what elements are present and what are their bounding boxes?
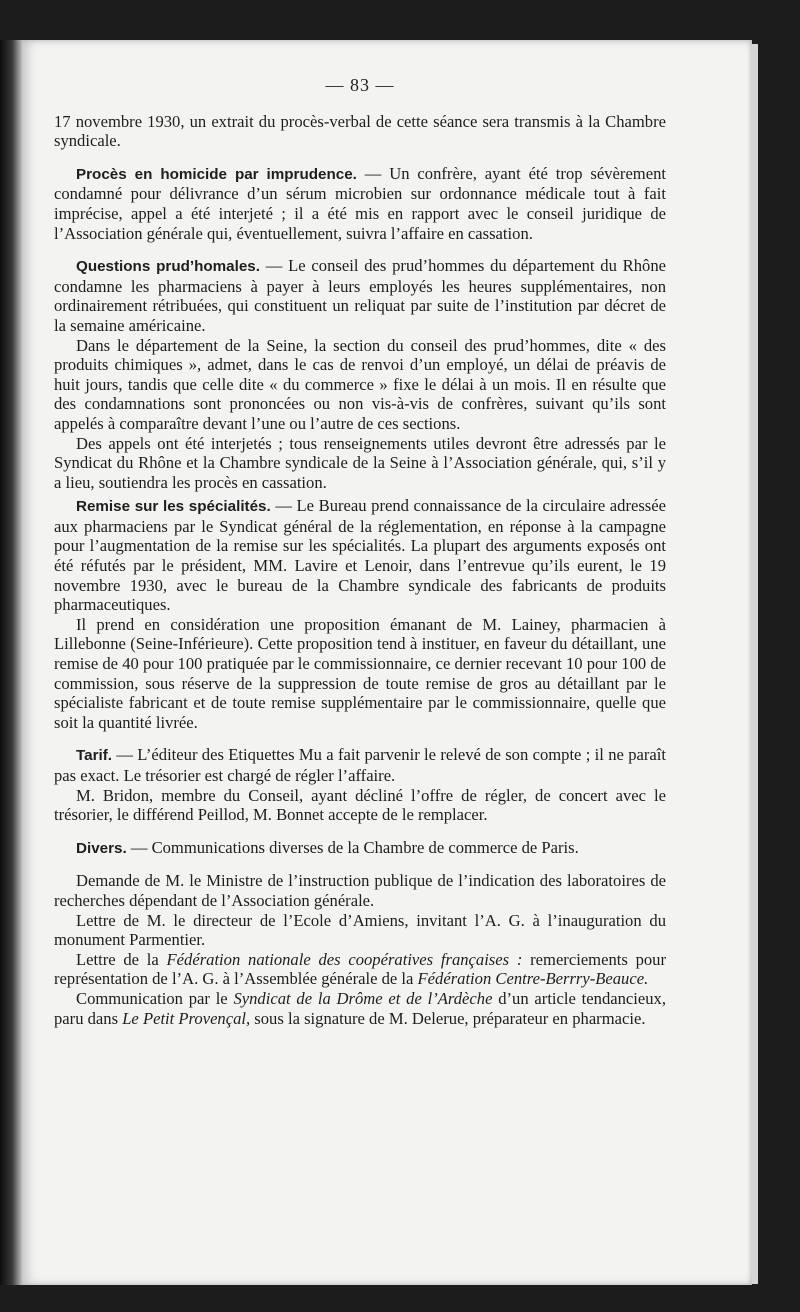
paragraph: Des appels ont été interjetés ; tous renseignements utiles devront être adressés par le Syndicat du Rhône et la Chambre syndicale de la Seine à l’Association générale, qui, s’il y a lieu, soutiendra les procès en cassation. [54,433,666,492]
page-text [54,76,666,1028]
section-remise [54,496,666,615]
intro-paragraph: 17 novembre 1930, un extrait du procès-verbal de cette séance sera transmis à la Chambre syndicale. [54,111,666,151]
section-text-remise: Le Bureau prend connaissance de la circulaire adressée aux pharmaciens par le Syndicat général de la réglementation, en réponse à la campagne pour l’augmentation de la remise sur les spécialités. La plupart des arguments exposés ont été réfutés par le président, MM. Lavire et Lenoir, dans l’entrevue qu’ils eurent, le 19 novembre 1930, avec le bureau de la Chambre syndicale des fabricants de produits pharmaceutiques. [54,496,666,615]
text-run: Communication par le [76,988,234,1008]
italic-run: Le Petit Provençal, [122,1008,251,1028]
section-questions [54,256,666,335]
section-title-questions: Questions prud’homales. [76,258,260,276]
section-dash: — [126,837,152,857]
section-title-tarif: Tarif. [76,747,113,765]
italic-run: Fédération nationale des coopératives françaises : [166,949,523,969]
text-run: d’un article tendancieux, paru dans [54,988,666,1028]
section-divers [54,838,666,859]
paragraph [54,950,666,989]
paragraph: Lettre de M. le directeur de l’Ecole d’Amiens, invitant l’A. G. à l’inauguration du monument Parmentier. [54,910,666,950]
text-run: sous la signature de M. Delerue, préparateur en pharmacie. [250,1008,646,1028]
section-dash: — [356,163,390,183]
paragraph [54,989,666,1028]
paragraph: M. Bridon, membre du Conseil, ayant décliné l’offre de régler, de concert avec le trésorier, le différend Peillod, M. Bonnet accepte de le remplacer. [54,785,666,825]
section-title-proces: Procès en homicide par imprudence. [76,165,357,183]
page-edge [752,44,758,1284]
section-dash: — [112,745,138,765]
section-text-questions: Le conseil des prud’hommes du département du Rhône condamne les pharmaciens à payer à leurs employés les heures supplémentaires, non ordinairement rétribuées, qui constituent un reliquat par suite de l’institution par décret de la semaine américaine. [54,256,667,335]
section-dash: — [270,496,297,516]
section-proces [54,164,666,243]
section-text-proces: Un confrère, ayant été trop sévèrement condamné pour délivrance d’un sérum microbien sur ordonnance médicale tout à fait imprécise, appel a été interjeté ; il a été mis en rapport avec le conseil juridique de l’Association générale qui, éventuellement, suivra l’affaire en cassation. [54,163,666,243]
section-tarif [54,745,666,785]
italic-run: Fédération Centre-Berrry-Beauce. [417,969,649,989]
paragraph: Dans le département de la Seine, la section du conseil des prud’hommes, dite « des produits chimiques », admet, dans le cas de renvoi d’un employé, un délai de préavis de huit jours, tandis que celle dite « du commerce » fixe le délai à un mois. Il en résulte que des condamnations sont prononcées ou non vis-à-vis de confrères, suivant qu’ils sont appelés à comparaître devant l’une ou l’autre de ces sections. [54,335,666,433]
page-number: — 83 — [325,75,395,95]
section-dash: — [259,256,289,276]
section-title-divers: Divers. [76,839,127,857]
text-run: Lettre de la [76,949,167,969]
text-run: remerciements pour représentation de l’A. G. à l’Assemblée générale de la [54,949,666,989]
scan-binding-shadow [0,40,22,1285]
paragraph: Il prend en considération une proposition émanant de M. Lainey, pharmacien à Lillebonne (Seine-Inférieure). Cette proposition tend à instituer, en faveur du détaillant, une remise de 40 pour 100 pratiquée par le commissionnaire, ce dernier recevant 10 pour 100 de commission, sous réserve de la suppression de toute remise de gros au détaillant par le spécialiste fabricant et de toute remise supplémentaire par le commissionnaire, quelle que soit la quantité livrée. [54,614,666,732]
paragraph: Demande de M. le Ministre de l’instruction publique de l’indication des laboratoires de recherches dépendant de l’Association générale. [54,871,666,910]
italic-run: Syndicat de la Drôme et de l’Ardèche [233,988,493,1008]
section-title-remise: Remise sur les spécialités. [76,498,271,516]
section-text-divers: Communications diverses de la Chambre de commerce de Paris. [151,837,579,857]
section-text-tarif: L’éditeur des Etiquettes Mu a fait parvenir le relevé de son compte ; il ne paraît pas exact. Le trésorier est chargé de régler l’affaire. [54,745,666,785]
